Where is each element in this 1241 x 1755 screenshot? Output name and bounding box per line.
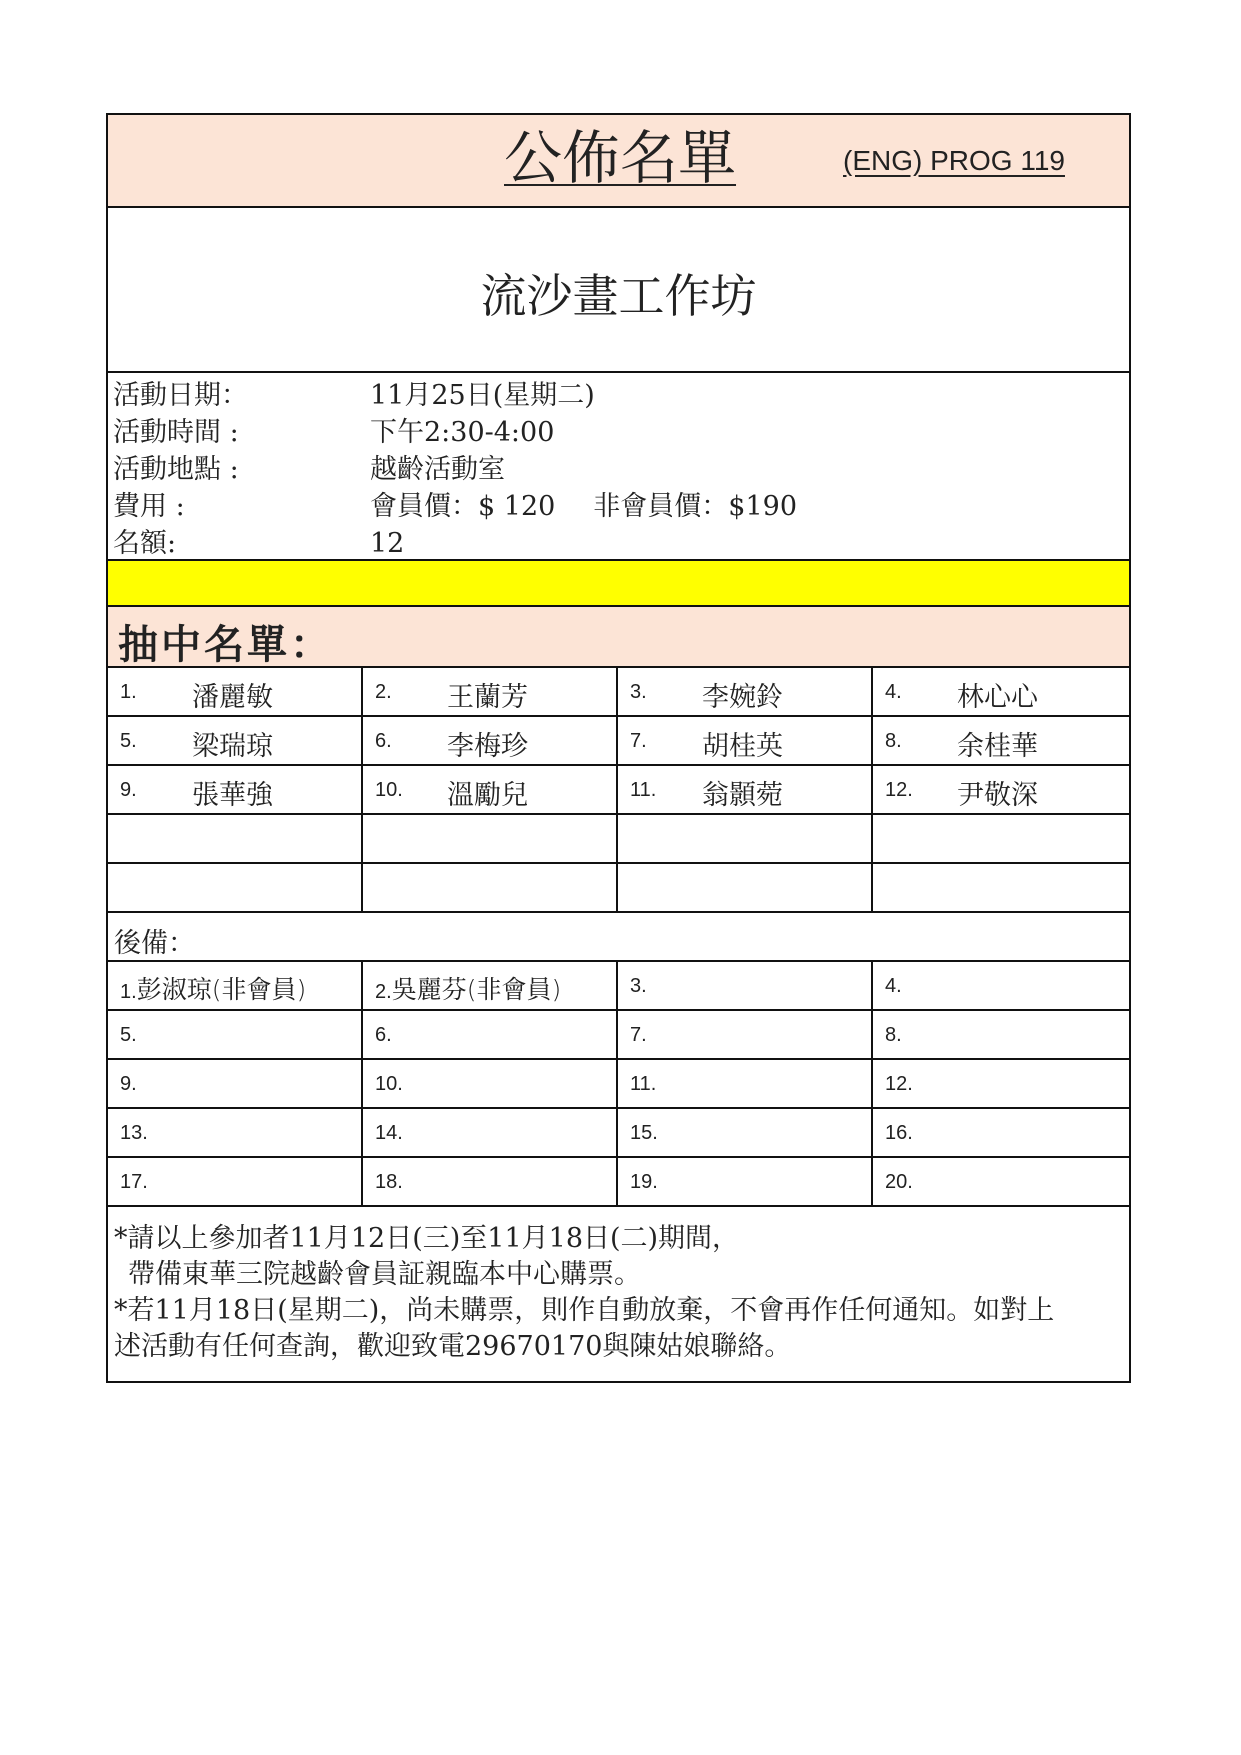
reserve-cell: [618, 1011, 873, 1058]
winner-number: 11.: [630, 779, 657, 801]
winner-number: 10.: [375, 779, 403, 801]
winner-name: 王蘭芳: [447, 682, 528, 713]
reserve-cell: [108, 1158, 363, 1205]
reserve-number: 6.: [375, 1024, 392, 1046]
note-line-1: *請以上參加者11月12日(三)至11月18日(二)期間，: [114, 1223, 740, 1254]
winner-cell: [618, 668, 873, 715]
reserve-number: 1.: [120, 981, 137, 1003]
reserve-number: 19.: [630, 1171, 658, 1193]
winners-row: [106, 668, 1131, 717]
winner-number: 6.: [375, 730, 392, 752]
winner-number: 7.: [630, 730, 647, 752]
reserve-row: [106, 1158, 1131, 1207]
empty-cell: [873, 815, 1129, 862]
winner-name: 張華強: [192, 780, 273, 811]
time-value: 下午2:30-4:00: [370, 417, 555, 448]
reserve-cell: [618, 1060, 873, 1107]
quota-line: [108, 525, 1129, 562]
reserve-number: 7.: [630, 1024, 647, 1046]
reserve-number: 16.: [885, 1122, 913, 1144]
reserve-number: 2.: [375, 981, 392, 1003]
winner-name: 胡桂英: [702, 731, 783, 762]
reserve-number: 17.: [120, 1171, 148, 1193]
reserve-row: [106, 1109, 1131, 1158]
activity-info: [106, 373, 1131, 561]
reserve-header: [106, 913, 1131, 962]
reserve-cell: [363, 962, 618, 1009]
reserve-cell: [618, 962, 873, 1009]
date-line: [108, 377, 1129, 414]
reserve-cell: [873, 1060, 1129, 1107]
fee-line: [108, 488, 1129, 525]
page-title: 公佈名單: [504, 124, 737, 192]
empty-cell: [618, 815, 873, 862]
winner-number: 5.: [120, 730, 137, 752]
winner-name: 潘麗敏: [192, 682, 273, 713]
note-line-3: *若11月18日(星期二)，尚未購票，則作自動放棄，不會再作任何通知。如對上: [114, 1295, 1055, 1326]
winner-cell: [108, 668, 363, 715]
reserve-number: 13.: [120, 1122, 148, 1144]
reserve-number: 14.: [375, 1122, 403, 1144]
reserve-cell: [873, 1158, 1129, 1205]
winner-number: 3.: [630, 681, 647, 703]
reserve-number: 5.: [120, 1024, 137, 1046]
reserve-title: 後備：: [114, 928, 195, 959]
venue-value: 越齡活動室: [370, 454, 505, 485]
winners-row: [106, 766, 1131, 815]
reserve-cell: [873, 1011, 1129, 1058]
venue-line: [108, 451, 1129, 488]
winner-number: 9.: [120, 779, 137, 801]
winner-number: 12.: [885, 779, 913, 801]
reserve-cell: [618, 1109, 873, 1156]
program-code: (ENG) PROG 119: [843, 145, 1065, 176]
venue-label: 活動地點 :: [113, 454, 239, 485]
date-value: 11月25日(星期二): [370, 380, 595, 411]
reserve-name: 吳麗芬(非會員): [391, 975, 562, 1004]
fee-values: [370, 488, 797, 525]
winner-cell: [618, 717, 873, 764]
empty-cell: [363, 864, 618, 911]
reserve-number: 10.: [375, 1073, 403, 1095]
reserve-cell: [108, 962, 363, 1009]
note-line-4: 述活動有任何查詢，歡迎致電29670170與陳姑娘聯絡。: [114, 1331, 792, 1362]
reserve-row: [106, 1011, 1131, 1060]
reserve-name: 彭淑琼(非會員): [136, 975, 307, 1004]
reserve-row: [106, 962, 1131, 1011]
time-label: 活動時間 :: [113, 417, 239, 448]
winner-name: 林心心: [957, 682, 1038, 713]
reserve-row: [106, 1060, 1131, 1109]
empty-cell: [873, 864, 1129, 911]
winner-name: 溫勵兒: [447, 780, 528, 811]
winner-number: 4.: [885, 681, 902, 703]
reserve-cell: [108, 1011, 363, 1058]
reserve-cell: [108, 1109, 363, 1156]
winner-name: 李梅珍: [447, 731, 528, 762]
highlight-band: [106, 561, 1131, 607]
winner-number: 2.: [375, 681, 392, 703]
winner-cell: [108, 766, 363, 813]
time-line: [108, 414, 1129, 451]
date-label: 活動日期：: [113, 380, 248, 411]
notes-block: [106, 1207, 1131, 1383]
reserve-cell: [108, 1060, 363, 1107]
winner-cell: [108, 717, 363, 764]
winner-name: 余桂華: [957, 731, 1038, 762]
header-band: [106, 113, 1131, 208]
empty-row: [106, 815, 1131, 864]
empty-cell: [363, 815, 618, 862]
reserve-cell: [363, 1011, 618, 1058]
reserve-number: 9.: [120, 1073, 137, 1095]
winner-number: 8.: [885, 730, 902, 752]
fee-member: 會員價：$ 120: [370, 491, 556, 522]
winner-name: 翁顥菀: [702, 780, 783, 811]
fee-nonmember: 非會員價：$190: [593, 491, 798, 522]
empty-cell: [108, 864, 363, 911]
reserve-cell: [363, 1060, 618, 1107]
reserve-number: 15.: [630, 1122, 658, 1144]
empty-cell: [618, 864, 873, 911]
quota-value: 12: [370, 528, 405, 559]
winner-cell: [873, 766, 1129, 813]
reserve-number: 20.: [885, 1171, 913, 1193]
reserve-number: 18.: [375, 1171, 403, 1193]
reserve-cell: [873, 1109, 1129, 1156]
winner-cell: [363, 717, 618, 764]
winner-cell: [618, 766, 873, 813]
reserve-cell: [618, 1158, 873, 1205]
reserve-cell: [363, 1158, 618, 1205]
reserve-number: 3.: [630, 975, 647, 997]
announcement-sheet: [106, 113, 1131, 1383]
reserve-cell: [873, 962, 1129, 1009]
winner-cell: [363, 668, 618, 715]
winner-name: 尹敬深: [957, 780, 1038, 811]
empty-cell: [108, 815, 363, 862]
quota-label: 名額:: [113, 528, 177, 559]
reserve-number: 8.: [885, 1024, 902, 1046]
reserve-number: 12.: [885, 1073, 913, 1095]
winner-number: 1.: [120, 681, 137, 703]
reserve-number: 11.: [630, 1073, 657, 1095]
winners-row: [106, 717, 1131, 766]
winner-cell: [363, 766, 618, 813]
winner-cell: [873, 668, 1129, 715]
reserve-number: 4.: [885, 975, 902, 997]
winners-title: 抽中名單：: [118, 622, 333, 668]
reserve-cell: [363, 1109, 618, 1156]
activity-name: 流沙畫工作坊: [480, 269, 757, 323]
winner-cell: [873, 717, 1129, 764]
activity-name-row: [106, 208, 1131, 373]
fee-label: 費用 :: [113, 491, 185, 522]
note-line-2: 帶備東華三院越齡會員証親臨本中心購票。: [128, 1259, 641, 1290]
winners-header: [106, 607, 1131, 668]
empty-row: [106, 864, 1131, 913]
winner-name: 梁瑞琼: [192, 731, 273, 762]
winner-name: 李婉鈴: [702, 682, 783, 713]
